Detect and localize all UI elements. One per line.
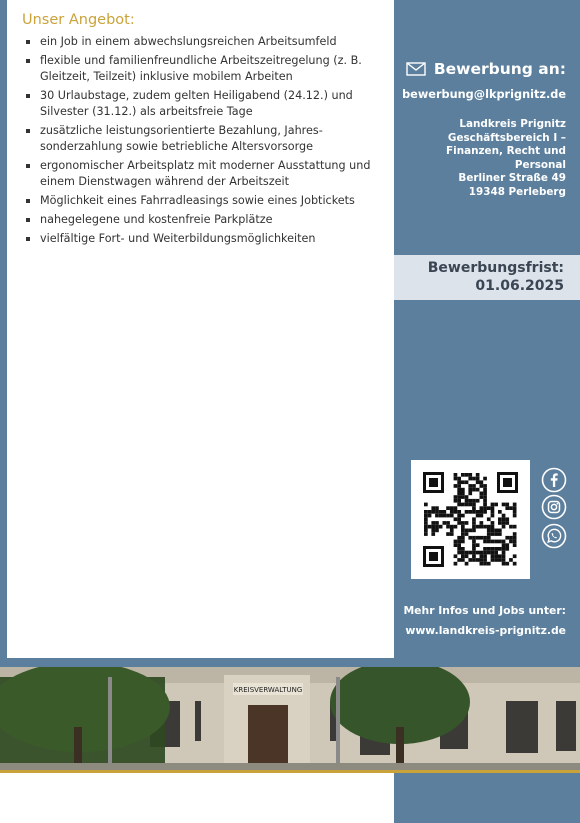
qr-module <box>465 554 469 558</box>
qr-module <box>494 529 498 533</box>
qr-module <box>457 514 461 518</box>
qr-module <box>431 532 435 536</box>
qr-module <box>491 547 495 551</box>
qr-module <box>491 529 495 533</box>
qr-module <box>435 525 439 529</box>
qr-module <box>472 484 476 488</box>
qr-module <box>465 521 469 525</box>
qr-module <box>498 554 502 558</box>
qr-module <box>487 506 491 510</box>
qr-module <box>480 536 484 540</box>
qr-module <box>491 521 495 525</box>
qr-module <box>457 499 461 503</box>
qr-module <box>457 551 461 555</box>
mail-icon <box>406 62 426 76</box>
qr-module <box>509 558 513 562</box>
qr-module <box>491 503 495 507</box>
qr-module <box>457 492 461 496</box>
qr-module <box>461 547 465 551</box>
qr-module <box>457 488 461 492</box>
qr-module <box>483 558 487 562</box>
list-item: ein Job in einem abwechslungsreichen Arbeitsumfeld <box>22 34 384 50</box>
qr-module <box>431 525 435 529</box>
address-line: Personal <box>514 158 566 171</box>
qr-module <box>450 532 454 536</box>
qr-module <box>450 525 454 529</box>
qr-module <box>428 510 432 514</box>
qr-module <box>454 484 458 488</box>
qr-module <box>457 540 461 544</box>
qr-module <box>476 480 480 484</box>
qr-module <box>439 510 443 514</box>
qr-module <box>428 525 432 529</box>
qr-module <box>461 558 465 562</box>
qr-module <box>472 551 476 555</box>
qr-module <box>461 536 465 540</box>
qr-module <box>513 510 517 514</box>
qr-module <box>513 506 517 510</box>
deadline-label: Bewerbungsfrist: <box>427 260 564 276</box>
qr-module <box>454 473 458 477</box>
qr-module <box>468 558 472 562</box>
qr-module <box>472 529 476 533</box>
qr-module <box>513 562 517 566</box>
qr-module <box>468 536 472 540</box>
qr-module <box>476 499 480 503</box>
qr-module <box>513 514 517 518</box>
qr-module <box>505 543 509 547</box>
qr-module <box>502 547 506 551</box>
qr-module <box>424 521 428 525</box>
qr-module <box>431 521 435 525</box>
deadline-box <box>394 255 580 300</box>
qr-module <box>502 558 506 562</box>
qr-module <box>513 543 517 547</box>
qr-module <box>424 532 428 536</box>
qr-module <box>457 536 461 540</box>
qr-module <box>457 517 461 521</box>
qr-module <box>487 529 491 533</box>
qr-module <box>513 532 517 536</box>
qr-module <box>505 503 509 507</box>
qr-module <box>472 506 476 510</box>
qr-module <box>472 503 476 507</box>
qr-module <box>472 536 476 540</box>
qr-module <box>480 562 484 566</box>
qr-module <box>483 503 487 507</box>
qr-module <box>483 477 487 481</box>
qr-module <box>457 558 461 562</box>
qr-module <box>468 529 472 533</box>
qr-module <box>454 499 458 503</box>
qr-module <box>480 495 484 499</box>
qr-module <box>468 551 472 555</box>
qr-module <box>435 510 439 514</box>
qr-module <box>468 510 472 514</box>
qr-module <box>483 484 487 488</box>
qr-module <box>498 521 502 525</box>
qr-module <box>457 547 461 551</box>
address-line: 19348 Perleberg <box>468 185 566 198</box>
application-title-text: Bewerbung an: <box>433 60 566 78</box>
qr-module <box>502 562 506 566</box>
qr-module <box>457 503 461 507</box>
application-email[interactable]: bewerbung@lkprignitz.de <box>402 88 566 101</box>
list-item: Möglichkeit eines Fahrradleasings sowie eines Jobtickets <box>22 193 384 209</box>
qr-module <box>505 517 509 521</box>
qr-module <box>487 547 491 551</box>
qr-module <box>505 547 509 551</box>
qr-module <box>465 499 469 503</box>
qr-module <box>472 525 476 529</box>
qr-module <box>483 554 487 558</box>
qr-module <box>461 488 465 492</box>
qr-module <box>513 554 517 558</box>
qr-module <box>498 547 502 551</box>
qr-module <box>468 488 472 492</box>
qr-module <box>424 510 428 514</box>
qr-module <box>476 473 480 477</box>
qr-module <box>498 517 502 521</box>
qr-module <box>465 495 469 499</box>
qr-module <box>472 517 476 521</box>
qr-module <box>435 521 439 525</box>
website-link[interactable]: www.landkreis-prignitz.de <box>405 624 566 637</box>
qr-module <box>465 562 469 566</box>
qr-module <box>454 543 458 547</box>
qr-module <box>439 514 443 518</box>
qr-module <box>476 514 480 518</box>
qr-module <box>487 525 491 529</box>
qr-module <box>513 503 517 507</box>
qr-module <box>476 477 480 481</box>
qr-module <box>480 510 484 514</box>
qr-module <box>480 492 484 496</box>
qr-code[interactable] <box>411 460 530 579</box>
qr-module <box>483 551 487 555</box>
qr-module <box>491 532 495 536</box>
qr-module <box>480 551 484 555</box>
qr-module <box>457 480 461 484</box>
qr-module <box>461 492 465 496</box>
qr-module <box>513 525 517 529</box>
bottom-strip <box>0 773 394 823</box>
qr-module <box>476 525 480 529</box>
qr-module <box>457 543 461 547</box>
more-info-text: Mehr Infos und Jobs unter: <box>403 604 566 617</box>
qr-module <box>491 554 495 558</box>
qr-module <box>509 540 513 544</box>
qr-module <box>461 525 465 529</box>
offer-heading: Unser Angebot: <box>22 12 135 28</box>
qr-module <box>498 540 502 544</box>
list-item: vielfältige Fort- und Weiterbildungsmöglichkeiten <box>22 231 384 247</box>
qr-module <box>491 525 495 529</box>
qr-module <box>461 495 465 499</box>
qr-module <box>424 529 428 533</box>
whatsapp-icon[interactable] <box>541 523 567 549</box>
qr-module <box>431 529 435 533</box>
qr-module <box>480 554 484 558</box>
qr-module <box>461 540 465 544</box>
qr-module <box>457 484 461 488</box>
qr-module <box>439 525 443 529</box>
qr-module <box>457 495 461 499</box>
qr-module <box>502 540 506 544</box>
qr-module <box>480 506 484 510</box>
building-sign: KREISVERWALTUNG <box>233 686 303 694</box>
offer-list <box>22 34 384 250</box>
qr-module <box>483 540 487 544</box>
qr-module <box>472 521 476 525</box>
qr-module <box>454 506 458 510</box>
qr-module <box>476 510 480 514</box>
qr-module <box>450 514 454 518</box>
qr-module <box>480 525 484 529</box>
qr-module <box>443 521 447 525</box>
qr-module <box>435 506 439 510</box>
qr-module <box>461 521 465 525</box>
qr-module <box>476 558 480 562</box>
qr-module <box>454 554 458 558</box>
qr-module <box>509 525 513 529</box>
qr-module <box>450 506 454 510</box>
qr-module <box>476 551 480 555</box>
qr-module <box>424 525 428 529</box>
qr-module <box>465 473 469 477</box>
qr-module <box>457 510 461 514</box>
qr-module <box>483 562 487 566</box>
qr-module <box>472 547 476 551</box>
qr-module <box>468 492 472 496</box>
qr-module <box>476 543 480 547</box>
qr-module <box>483 506 487 510</box>
qr-module <box>487 562 491 566</box>
qr-module <box>498 510 502 514</box>
qr-module <box>487 540 491 544</box>
qr-module <box>502 517 506 521</box>
qr-module <box>454 562 458 566</box>
qr-module <box>446 525 450 529</box>
qr-module <box>509 536 513 540</box>
qr-module <box>472 554 476 558</box>
qr-module <box>468 503 472 507</box>
qr-module <box>468 499 472 503</box>
qr-module <box>505 562 509 566</box>
qr-module <box>461 473 465 477</box>
qr-module <box>502 551 506 555</box>
qr-module <box>483 525 487 529</box>
qr-module <box>505 536 509 540</box>
qr-module <box>498 529 502 533</box>
qr-module <box>502 543 506 547</box>
qr-module <box>468 484 472 488</box>
qr-module <box>487 536 491 540</box>
qr-module <box>446 514 450 518</box>
application-title <box>406 60 566 78</box>
qr-module <box>502 514 506 518</box>
qr-module <box>487 517 491 521</box>
qr-module <box>461 554 465 558</box>
qr-module <box>472 510 476 514</box>
qr-module <box>494 540 498 544</box>
list-item: flexible und familienfreundliche Arbeitszeitregelung (z. B. Gleitzeit, Teilzeit) inklusive mobilem Arbeiten <box>22 53 384 85</box>
qr-module <box>505 521 509 525</box>
qr-module <box>483 499 487 503</box>
deadline-date: 01.06.2025 <box>475 278 564 294</box>
qr-module <box>491 506 495 510</box>
qr-module <box>483 495 487 499</box>
qr-module <box>480 514 484 518</box>
qr-module <box>454 510 458 514</box>
list-item: zusätzliche leistungsorientierte Bezahlung, Jahressonderzahlung sowie betriebliche Altersvorsorge <box>22 123 384 155</box>
qr-module <box>491 540 495 544</box>
qr-module <box>424 514 428 518</box>
qr-module <box>446 506 450 510</box>
qr-module <box>446 521 450 525</box>
qr-module <box>472 499 476 503</box>
qr-module <box>461 529 465 533</box>
instagram-icon[interactable] <box>541 494 567 520</box>
qr-module <box>480 484 484 488</box>
qr-module <box>472 488 476 492</box>
qr-module <box>454 525 458 529</box>
qr-module <box>476 488 480 492</box>
qr-module <box>424 517 428 521</box>
qr-module <box>494 532 498 536</box>
qr-module <box>435 514 439 518</box>
qr-module <box>465 529 469 533</box>
qr-module <box>491 558 495 562</box>
qr-module <box>443 514 447 518</box>
qr-module <box>461 503 465 507</box>
qr-module <box>428 514 432 518</box>
qr-module <box>472 477 476 481</box>
qr-module <box>483 488 487 492</box>
qr-module <box>502 554 506 558</box>
qr-module <box>491 514 495 518</box>
qr-module <box>505 506 509 510</box>
qr-module <box>487 532 491 536</box>
qr-module <box>443 510 447 514</box>
qr-module <box>480 558 484 562</box>
qr-module <box>454 517 458 521</box>
qr-module <box>465 480 469 484</box>
qr-module <box>480 480 484 484</box>
qr-module <box>435 529 439 533</box>
qr-module <box>502 521 506 525</box>
qr-module <box>472 540 476 544</box>
qr-module <box>494 558 498 562</box>
qr-module <box>487 551 491 555</box>
qr-module <box>502 503 506 507</box>
qr-module <box>513 540 517 544</box>
qr-module <box>450 529 454 533</box>
qr-module <box>446 532 450 536</box>
qr-module <box>491 551 495 555</box>
qr-module <box>509 506 513 510</box>
address-line: Finanzen, Recht und <box>446 145 566 157</box>
qr-module <box>476 536 480 540</box>
qr-module <box>483 492 487 496</box>
qr-module <box>461 551 465 555</box>
qr-module <box>468 477 472 481</box>
qr-module <box>465 503 469 507</box>
list-item: nahegelegene und kostenfreie Parkplätze <box>22 212 384 228</box>
qr-module <box>431 506 435 510</box>
qr-module <box>457 477 461 481</box>
qr-module <box>465 532 469 536</box>
qr-module <box>498 558 502 562</box>
qr-module <box>494 551 498 555</box>
building-photo <box>0 667 580 770</box>
qr-module <box>457 521 461 525</box>
address-line: Landkreis Prignitz <box>459 118 566 130</box>
qr-module <box>483 510 487 514</box>
qr-module <box>483 536 487 540</box>
qr-module <box>431 510 435 514</box>
qr-module <box>454 540 458 544</box>
qr-module <box>513 536 517 540</box>
qr-module <box>502 525 506 529</box>
qr-module <box>461 480 465 484</box>
qr-module <box>454 495 458 499</box>
application-address <box>416 118 566 199</box>
qr-module <box>465 551 469 555</box>
address-line: Berliner Straße 49 <box>458 172 566 184</box>
qr-module <box>483 547 487 551</box>
qr-module <box>480 521 484 525</box>
qr-module <box>424 503 428 507</box>
qr-module <box>494 503 498 507</box>
qr-module <box>494 547 498 551</box>
qr-module <box>498 532 502 536</box>
qr-module <box>491 510 495 514</box>
list-item: ergonomischer Arbeitsplatz mit moderner Ausstattung und einem Dienstwagen während der Arbeitszeit <box>22 158 384 190</box>
qr-module <box>454 477 458 481</box>
address-line: Geschäftsbereich I – <box>447 131 566 144</box>
qr-module <box>465 510 469 514</box>
qr-module <box>461 532 465 536</box>
qr-module <box>494 554 498 558</box>
qr-module <box>468 473 472 477</box>
qr-module <box>450 510 454 514</box>
qr-module <box>472 558 476 562</box>
qr-module <box>472 543 476 547</box>
qr-module <box>461 514 465 518</box>
list-item: 30 Urlaubstage, zudem gelten Heiligabend (24.12.) und Silvester (31.12.) als arbeitsfreie Tage <box>22 88 384 120</box>
facebook-icon[interactable] <box>541 467 567 493</box>
